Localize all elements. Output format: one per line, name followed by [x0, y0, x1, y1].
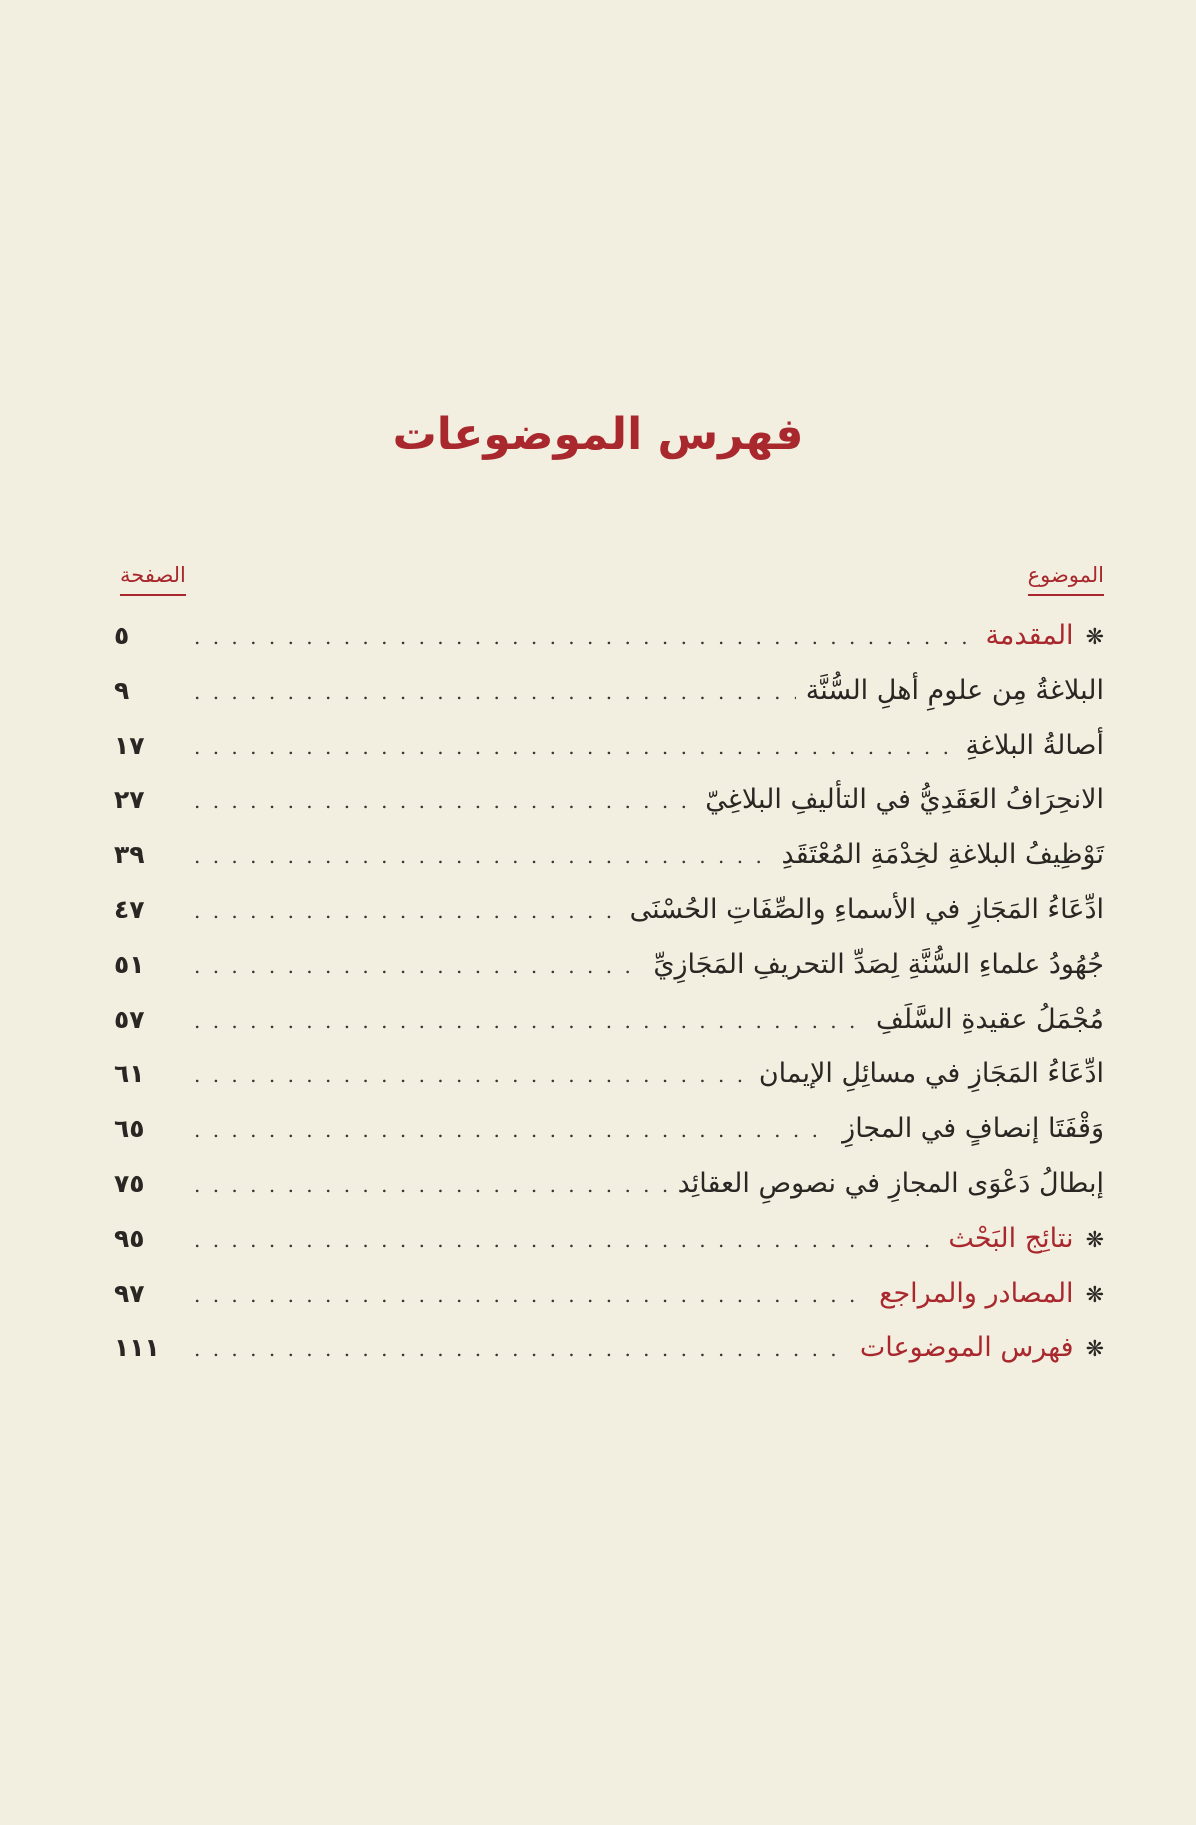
- toc-entry-title: الانحِرَافُ العَقَدِيُّ في التأليفِ البلاغِيّ: [705, 784, 1104, 816]
- asterisk-icon: ❋: [1085, 1227, 1104, 1253]
- topic-column-header: الموضوع: [1028, 562, 1104, 596]
- toc-entry-title: المصادر والمراجع: [879, 1277, 1074, 1309]
- toc-entry[interactable]: [114, 730, 1104, 785]
- toc-entry[interactable]: [114, 1223, 1104, 1278]
- toc-entry-page: ٢٧: [114, 785, 145, 815]
- toc-entry-title: البلاغةُ مِن علومِ أهلِ السُّنَّة: [805, 674, 1104, 706]
- toc-entry[interactable]: [114, 1278, 1104, 1333]
- dot-leader: [194, 1009, 866, 1033]
- toc-entry[interactable]: [114, 1168, 1104, 1223]
- toc-entry-page: ٧٥: [114, 1168, 145, 1198]
- toc-entry[interactable]: [114, 894, 1104, 949]
- toc-entry-page: ٦٥: [114, 1114, 145, 1144]
- dot-leader: [194, 735, 955, 759]
- toc-entry-title: نتائِج البَحْث: [948, 1222, 1074, 1254]
- toc-entry-page: ٩٥: [114, 1223, 145, 1253]
- toc-entry-page: ٥: [114, 621, 130, 650]
- page-column-header: الصفحة: [120, 562, 186, 596]
- dot-leader: [194, 1283, 869, 1307]
- dot-leader: [194, 954, 643, 978]
- toc-entry-page: ٥١: [114, 949, 145, 979]
- toc-entry-page: ٩: [114, 675, 130, 705]
- toc-entry-title: وَقْفَتَا إنصافٍ في المجازِ: [842, 1113, 1104, 1145]
- toc-entry[interactable]: [114, 1058, 1104, 1113]
- toc-entry-title: ادِّعَاءُ المَجَازِ في الأسماءِ والصِّفَاتِ الحُسْنَى: [629, 893, 1104, 925]
- toc-entry-title: ادِّعَاءُ المَجَازِ في مسائِلِ الإيمان: [758, 1058, 1104, 1090]
- toc-entry[interactable]: [114, 675, 1104, 730]
- dot-leader: [194, 1173, 668, 1197]
- toc-entry-title: أصالةُ البلاغةِ: [965, 729, 1104, 761]
- toc-entry[interactable]: [114, 1332, 1104, 1387]
- toc-entry[interactable]: [114, 620, 1104, 675]
- asterisk-icon: ❋: [1085, 1337, 1104, 1363]
- toc-entry-title: مُجْمَلُ عقيدةِ السَّلَفِ: [875, 1003, 1104, 1035]
- toc-entry-page: ٤٧: [114, 894, 145, 924]
- toc-entry-page: ٥٧: [114, 1004, 145, 1034]
- toc-entry-title: جُهُودُ علماءِ السُّنَّةِ لِصَدِّ التحريفِ المَجَازِيِّ: [653, 948, 1104, 980]
- toc-entry[interactable]: [114, 784, 1104, 839]
- toc-entry-page: ٦١: [114, 1059, 145, 1089]
- dot-leader: [194, 1063, 749, 1087]
- toc-entry[interactable]: [114, 1113, 1104, 1168]
- dot-leader: [194, 1118, 832, 1142]
- toc-entry-title: تَوْظِيفُ البلاغةِ لخِدْمَةِ المُعْتَقَدِ: [781, 839, 1104, 871]
- toc-entry[interactable]: [114, 1004, 1104, 1059]
- dot-leader: [194, 844, 772, 868]
- asterisk-icon: ❋: [1085, 1282, 1104, 1308]
- toc-entry[interactable]: [114, 839, 1104, 894]
- dot-leader: [194, 899, 620, 923]
- toc-entry-page: ٣٩: [114, 840, 145, 870]
- dot-leader: [194, 789, 695, 813]
- toc-entry[interactable]: [114, 949, 1104, 1004]
- toc-entry-title: المقدمة: [985, 620, 1074, 651]
- toc-entry-title: فهرس الموضوعات: [859, 1332, 1074, 1364]
- table-of-contents: [114, 620, 1104, 1387]
- dot-leader: [194, 625, 975, 649]
- toc-entry-page: ٩٧: [114, 1278, 145, 1308]
- toc-entry-title: إبطالُ دَعْوَى المجازِ في نصوصِ العقائِد: [677, 1167, 1104, 1199]
- toc-entry-page: ١٧: [114, 730, 145, 760]
- asterisk-icon: ❋: [1085, 625, 1104, 650]
- toc-entry-page: ١١١: [114, 1333, 160, 1363]
- dot-leader: [194, 1337, 850, 1361]
- dot-leader: [194, 680, 796, 704]
- dot-leader: [194, 1228, 938, 1252]
- page-title: فهرس الموضوعات: [392, 409, 804, 460]
